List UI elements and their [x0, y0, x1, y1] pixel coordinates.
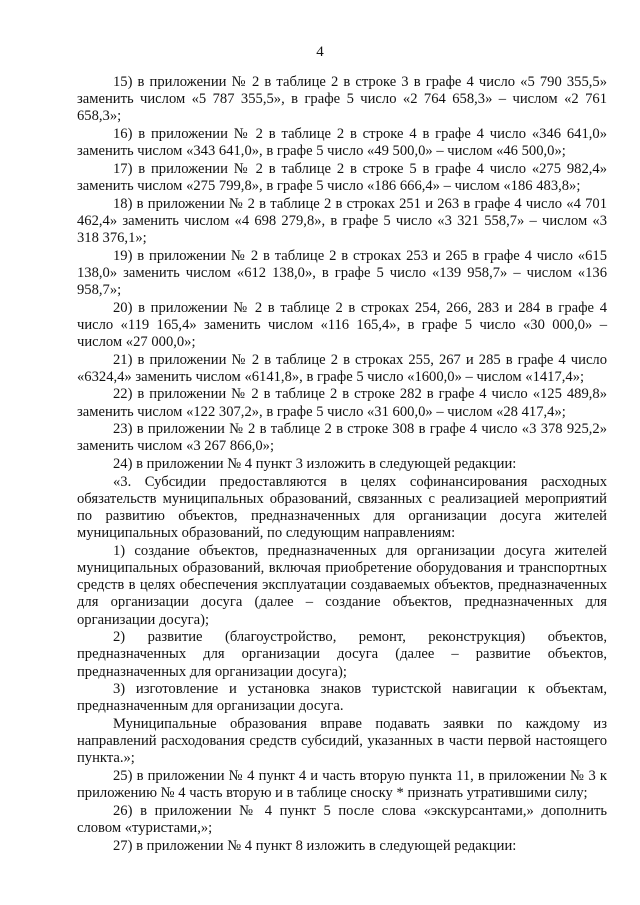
subpoint-3: 3) изготовление и установка знаков туристской навигации к объектам, предназначенным для организации досуга. [77, 681, 607, 715]
paragraph-25: 25) в приложении № 4 пункт 4 и часть вторую пункта 11, в приложении № 3 к приложению № 4 часть вторую и в таблице сноску * признать утратившими силу; [77, 767, 607, 802]
paragraph-19: 19) в приложении № 2 в таблице 2 в строках 253 и 265 в графе 4 число «615 138,0» заменить числом «612 138,0», в графе 5 число «139 958,7» – числом «136 958,7»; [77, 247, 607, 298]
paragraph-16: 16) в приложении № 2 в таблице 2 в строке 4 в графе 4 число «346 641,0» заменить числом «343 641,0», в графе 5 число «49 500,0» – числом «46 500,0»; [77, 126, 607, 160]
paragraph-23: 23) в приложении № 2 в таблице 2 в строке 308 в графе 4 число «3 378 925,2» заменить числом «3 267 866,0»; [77, 421, 607, 455]
subpoint-2: 2) развитие (благоустройство, ремонт, реконструкция) объектов, предназначенных для организации досуга (далее – развитие объектов, предназначенных для организации досуга); [77, 629, 607, 680]
paragraph-26: 26) в приложении № 4 пункт 5 после слова «экскурсантами,» дополнить словом «туристами,»; [77, 802, 607, 836]
page-number: 4 [316, 44, 324, 60]
document-body [77, 74, 607, 855]
paragraph-21: 21) в приложении № 2 в таблице 2 в строках 255, 267 и 285 в графе 4 число «6324,4» заменить числом «6141,8», в графе 5 число «1600,0» – числом «1417,4»; [77, 351, 607, 385]
paragraph-18: 18) в приложении № 2 в таблице 2 в строках 251 и 263 в графе 4 число «4 701 462,4» заменить числом «4 698 279,8», в графе 5 число «3 321 558,7» – числом «3 318 376,1»; [77, 195, 607, 246]
subpoint-1: 1) создание объектов, предназначенных для организации досуга жителей муниципальных образований, включая приобретение оборудования и транспортных средств в целях обеспечения эксплуатации создаваемых объектов, предназначенных для организации досуга (далее – создание объектов, предназначенных для организации досуга); [77, 542, 607, 628]
paragraph-22: 22) в приложении № 2 в таблице 2 в строке 282 в графе 4 число «125 489,8» заменить числом «122 307,2», в графе 5 число «31 600,0» – числом «28 417,4»; [77, 386, 607, 420]
paragraph-24: 24) в приложении № 4 пункт 3 изложить в следующей редакции: [113, 455, 517, 472]
quoted-point-3: «3. Субсидии предоставляются в целях софинансирования расходных обязательств муниципальных образований, связанных с реализацией мероприятий по развитию объектов, предназначенных для организации досуга жителей муниципальных образований, по следующим направлениям: [77, 473, 607, 542]
closing-quote-paragraph: Муниципальные образования вправе подавать заявки по каждому из направлений расходования средств субсидий, указанных в части первой настоящего пункта.»; [77, 715, 607, 767]
paragraph-15: 15) в приложении № 2 в таблице 2 в строке 3 в графе 4 число «5 790 355,5» заменить числом «5 787 355,5», в графе 5 число «2 764 658,3» – числом «2 761 658,3»; [77, 74, 607, 125]
paragraph-27: 27) в приложении № 4 пункт 8 изложить в следующей редакции: [113, 837, 517, 854]
paragraph-20: 20) в приложении № 2 в таблице 2 в строках 254, 266, 283 и 284 в графе 4 число «119 165,4» заменить числом «116 165,4», в графе 5 число «30 000,0» – числом «27 000,0»; [77, 299, 607, 350]
paragraph-17: 17) в приложении № 2 в таблице 2 в строке 5 в графе 4 число «275 982,4» заменить числом «275 799,8», в графе 5 число «186 666,4» – числом «186 483,8»; [77, 160, 607, 194]
